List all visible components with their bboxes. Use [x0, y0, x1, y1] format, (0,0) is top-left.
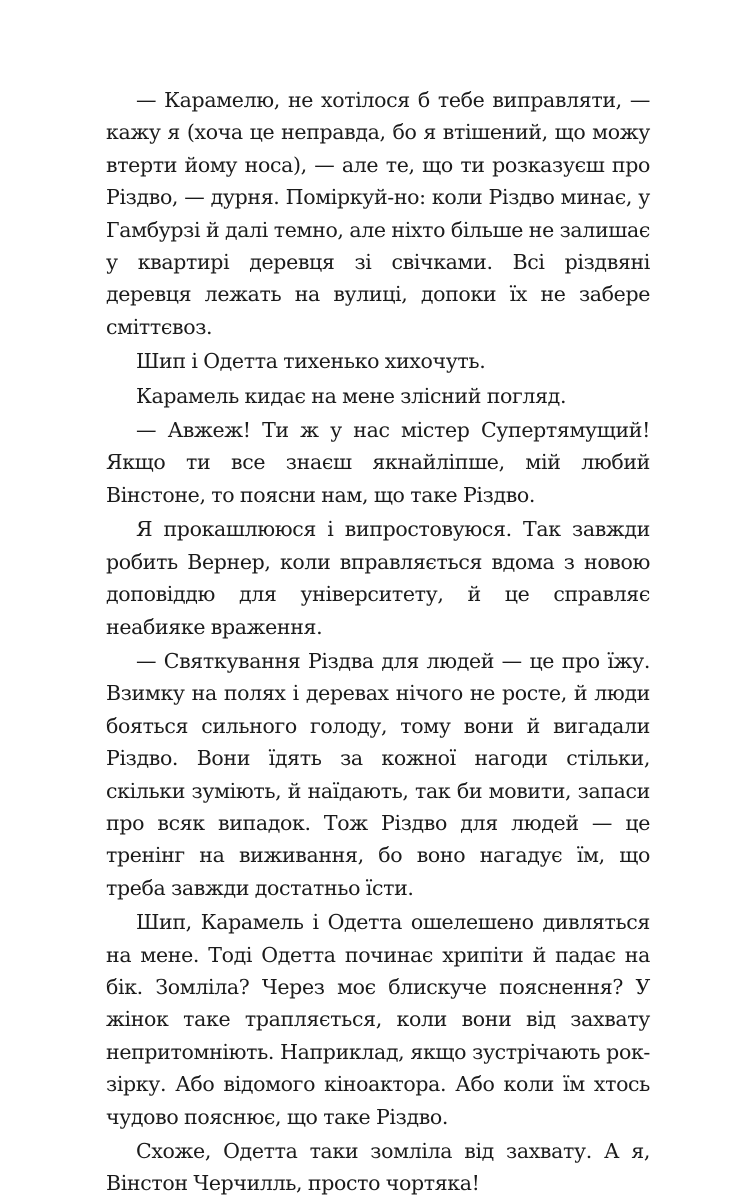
paragraph-8: Схоже, Одетта таки зомліла від захвату. А я, Вінстон Черчилль, просто чортяка! — [106, 1139, 650, 1196]
book-page — [106, 84, 650, 1200]
paragraph-4: — Авжеж! Ти ж у нас містер Супертямущий! Якщо ти все знаєш якнайліпше, мій любий Вінстоне, то поясни нам, що таке Різдво. — [106, 418, 650, 507]
paragraph-5: Я прокашлююся і випростовуюся. Так завжди робить Вернер, коли вправляється вдома з новою доповіддю для університету, й це справляє неабияке враження. — [106, 517, 650, 639]
paragraph-2: Шип і Одетта тихенько хихочуть. — [136, 349, 486, 374]
paragraph-7: Шип, Карамель і Одетта ошелешено дивляться на мене. Тоді Одетта починає хрипіти й падає на бік. Зомліла? Через моє блискуче пояснення? У жінок таке трапляється, коли вони від захвату непритомніють. Наприклад, якщо зустрічають рок-зірку. Або відомого кіноактора. Або коли їм хтось чудово пояснює, що таке Різдво. — [106, 910, 650, 1129]
paragraph-3: Карамель кидає на мене злісний погляд. — [136, 383, 567, 408]
paragraph-6: — Святкування Різдва для людей — це про їжу. Взимку на полях і деревах нічого не росте, й люди бояться сильного голоду, тому вони й вигадали Різдво. Вони їдять за кожної нагоди стільки, скільки зуміють, й наїдають, так би мовити, запаси про всяк випадок. Тож Різдво для людей — це тренінг на виживання, бо воно нагадує їм, що треба завжди достатньо їсти. — [106, 648, 650, 900]
paragraph-1: — Карамелю, не хотілося б тебе виправляти, — кажу я (хоча це неправда, бо я втішений, що можу втерти йому носа), — але те, що ти розказуєш про Різдво, — дурня. Поміркуй-но: коли Різдво минає, у Гамбурзі й далі темно, але ніхто більше не залишає у квартирі деревця зі свічками. Всі різдвяні деревця лежать на вулиці, допоки їх не забере сміттєвоз. — [106, 88, 650, 339]
